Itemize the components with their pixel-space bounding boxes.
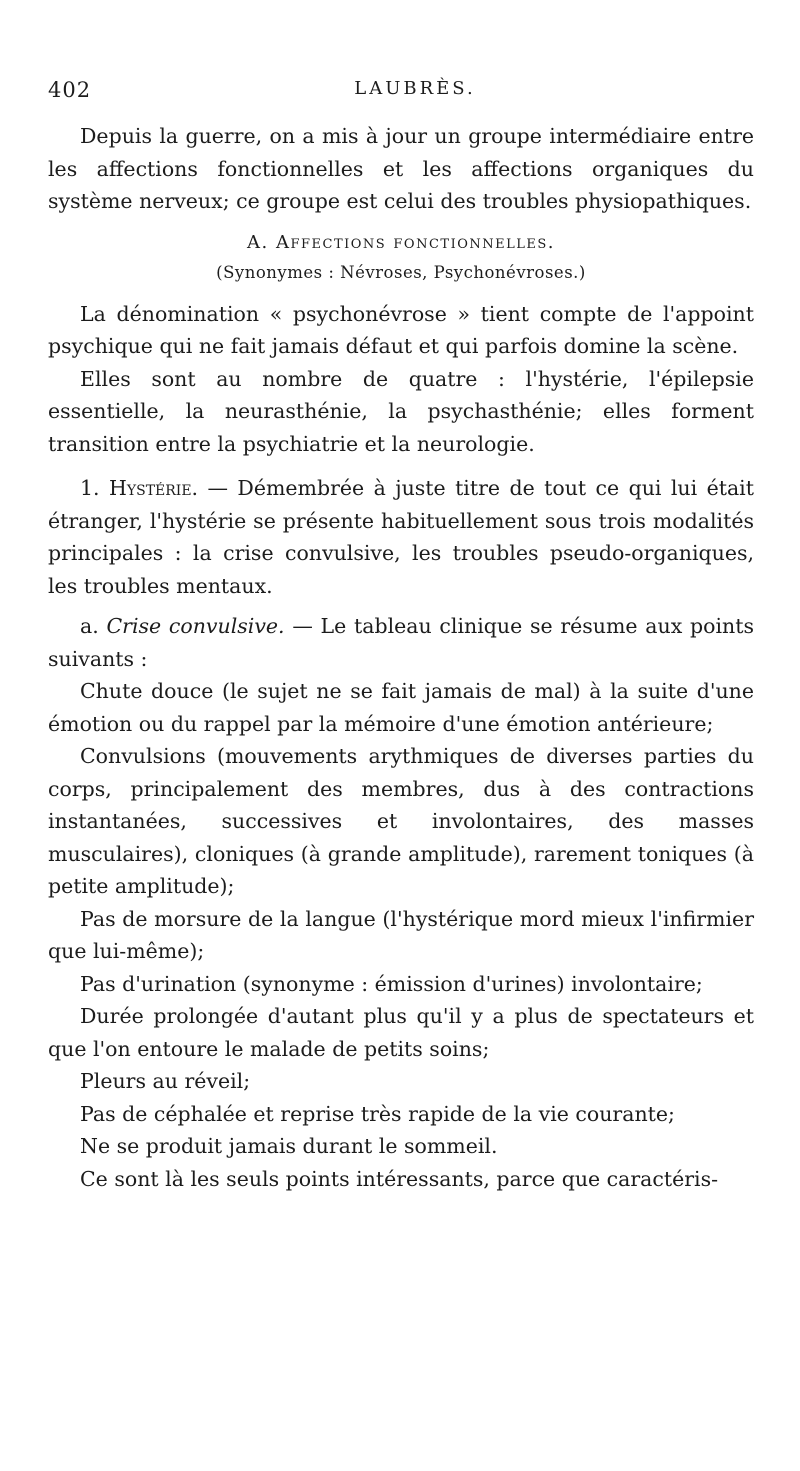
intro-paragraph: Depuis la guerre, on a mis à jour un groupe intermédiaire entre les affections fonctionnelles et les affections organiques du système nerveux; ce groupe est celui des troubles physiopathiques.: [48, 124, 754, 213]
page-body: [48, 120, 754, 1195]
hysterie-number: 1.: [80, 476, 100, 500]
crise-point: Ne se produit jamais durant le sommeil.: [80, 1134, 498, 1158]
crise-point: Durée prolongée d'autant plus qu'il y a plus de spectateurs et que l'on entoure le malade de petits soins;: [48, 1004, 754, 1061]
section-a-paragraph-1: La dénomination « psychonévrose » tient compte de l'appoint psychique qui ne fait jamais défaut et qui parfois domine la scène.: [48, 301, 754, 358]
hysterie-paragraph: [48, 472, 754, 602]
crise-point: Ce sont là les seuls points intéressants, parce que caractéris-: [80, 1166, 719, 1191]
crise-point: Pas de céphalée et reprise très rapide de la vie courante;: [80, 1101, 675, 1126]
crise-letter: a.: [80, 614, 99, 638]
crise-text: — Le tableau clinique se résume aux points suivants :: [48, 614, 754, 671]
crise-point: Pas de morsure de la langue (l'hystérique mord mieux l'infirmier que lui-même);: [48, 906, 754, 963]
hysterie-text: — Démembrée à juste titre de tout ce qui lui était étranger, l'hystérie se présente habituellement sous trois modalités principales : la crise convulsive, les troubles pseudo-organiques, les troubles mentaux.: [48, 476, 754, 598]
crise-point: Pleurs au réveil;: [80, 1069, 251, 1093]
section-a-synonyms: (Synonymes : Névroses, Psychonévroses.): [216, 262, 586, 282]
page-number: 402: [48, 78, 92, 102]
section-a-paragraph-2: Elles sont au nombre de quatre : l'hystérie, l'épilepsie essentielle, la neurasthénie, la psychasthénie; elles forment transition entre la psychiatrie et la neurologie.: [48, 366, 754, 456]
section-a-letter: A.: [247, 231, 269, 253]
section-a-title: Affections fonctionnelles.: [275, 231, 555, 253]
section-a-heading: [48, 228, 754, 258]
crise-point: Pas d'urination (synonyme : émission d'urines) involontaire;: [80, 971, 703, 996]
hysterie-title: Hystérie.: [108, 476, 199, 500]
page-header: [48, 78, 752, 108]
crise-title: Crise convulsive.: [106, 614, 285, 638]
crise-paragraph: [48, 610, 754, 675]
crise-point: Chute douce (le sujet ne se fait jamais de mal) à la suite d'une émotion ou du rappel par la mémoire d'une émotion antérieure;: [48, 679, 754, 736]
crise-point: Convulsions (mouvements arythmiques de diverses parties du corps, principalement des membres, dus à des contractions instantanées, successives et involontaires, des masses musculaires), cloniques (à grande amplitude), rarement toniques (à petite amplitude);: [48, 744, 754, 898]
running-title: LAUBRÈS.: [354, 78, 476, 99]
